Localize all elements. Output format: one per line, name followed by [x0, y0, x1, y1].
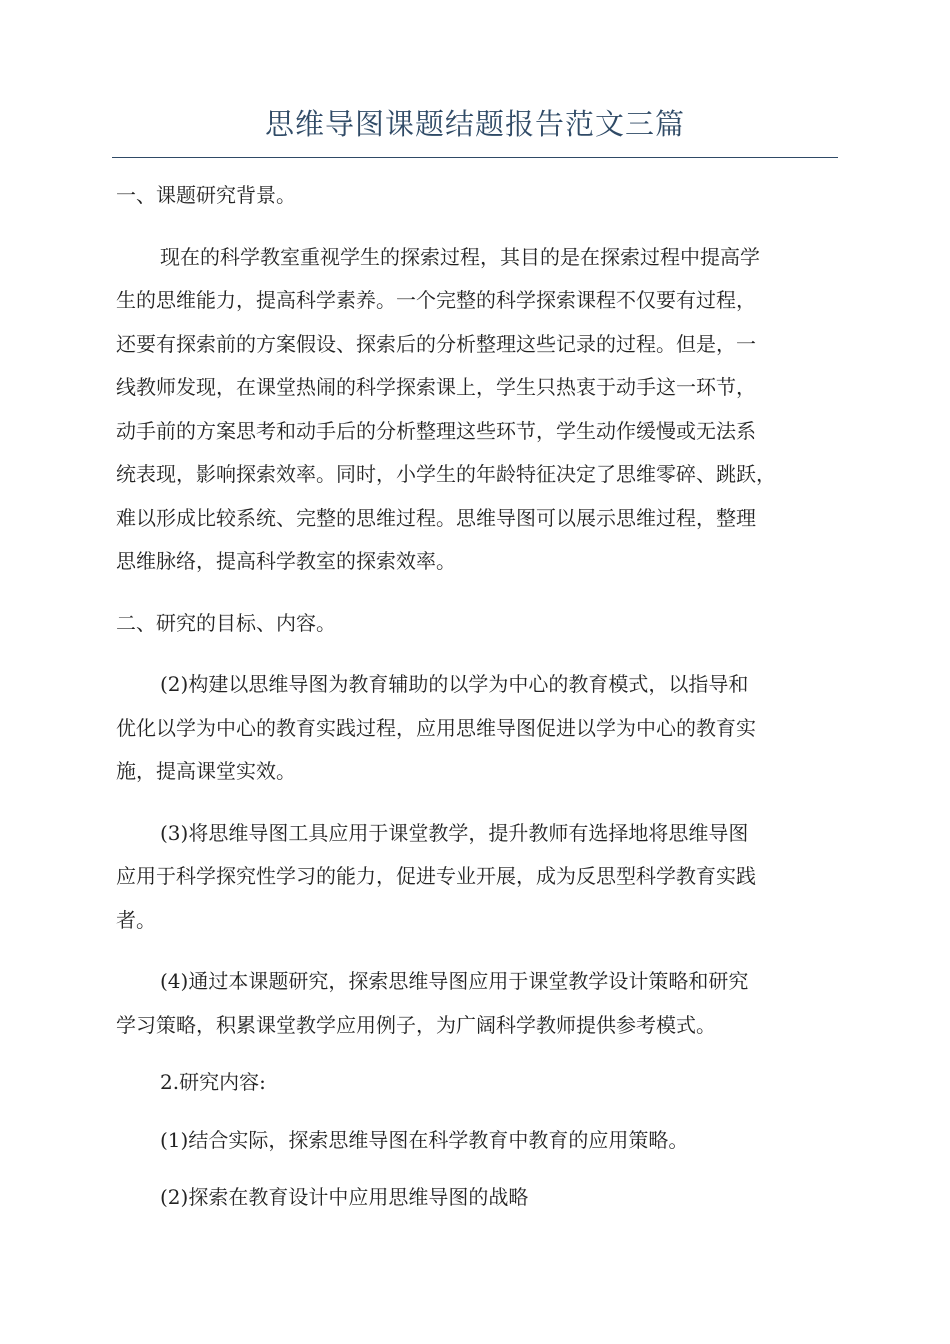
paragraph-line: (4)通过本课题研究，探索思维导图应用于课堂教学设计策略和研究 [160, 969, 749, 993]
paragraph-line: 现在的科学教室重视学生的探索过程，其目的是在探索过程中提高学 [160, 244, 760, 269]
paragraph-line: 者。 [116, 907, 156, 932]
paragraph-line: 还要有探索前的方案假设、探索后的分析整理这些记录的过程。但是，一 [116, 331, 756, 356]
paragraph-line: (3)将思维导图工具应用于课堂教学，提升教师有选择地将思维导图 [160, 820, 749, 845]
paragraph-line: 施，提高课堂实效。 [116, 759, 296, 783]
section-heading-background: 一、课题研究背景。 [116, 183, 296, 207]
list-item: (1)结合实际，探索思维导图在科学教育中教育的应用策略。 [160, 1127, 689, 1152]
paragraph-line: 生的思维能力，提高科学素养。一个完整的科学探索课程不仅要有过程， [116, 288, 756, 312]
paragraph-line: 难以形成比较系统、完整的思维过程。思维导图可以展示思维过程，整理 [116, 505, 756, 530]
paragraph-line: 学习策略，积累课堂教学应用例子，为广阔科学教师提供参考模式。 [116, 1012, 716, 1037]
list-item: (2)探索在教育设计中应用思维导图的战略 [160, 1185, 529, 1209]
section-heading-goals: 二、研究的目标、内容。 [116, 610, 336, 635]
paragraph-line: (2)构建以思维导图为教育辅助的以学为中心的教育模式，以指导和 [160, 672, 749, 696]
document-title: 思维导图课题结题报告范文三篇 [264, 107, 685, 141]
paragraph-line: 动手前的方案思考和动手后的分析整理这些环节，学生动作缓慢或无法系 [116, 418, 756, 443]
document-body [116, 174, 852, 1220]
paragraph-line: 优化以学为中心的教育实践过程，应用思维导图促进以学为中心的教育实 [116, 715, 756, 740]
paragraph-line: 应用于科学探究性学习的能力，促进专业开展，成为反思型科学教育实践 [116, 864, 756, 888]
subheading-research-content: 2.研究内容: [160, 1070, 266, 1094]
title-divider [112, 157, 838, 158]
paragraph-line: 思维脉络，提高科学教室的探索效率。 [116, 549, 456, 573]
paragraph-line: 统表现，影响探索效率。同时，小学生的年龄特征决定了思维零碎、跳跃， [116, 462, 776, 486]
paragraph-line: 线教师发现，在课堂热闹的科学探索课上，学生只热衷于动手这一环节， [116, 375, 756, 399]
